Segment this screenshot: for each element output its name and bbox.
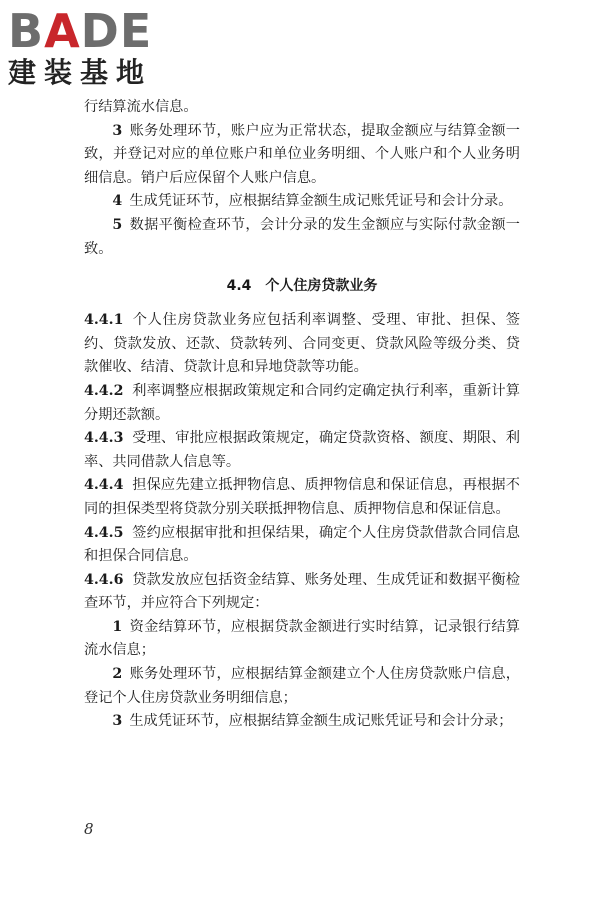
clause-number: 4.4.4 bbox=[84, 477, 124, 494]
clause-number: 4.4.2 bbox=[84, 382, 124, 399]
section-title: 个人住房贷款业务 bbox=[265, 278, 378, 295]
item-number: 5 bbox=[112, 216, 123, 233]
clause-text: 签约应根据审批和担保结果，确定个人住房贷款借款合同信息和担保合同信息。 bbox=[84, 524, 520, 565]
list-item bbox=[84, 710, 520, 734]
list-item bbox=[84, 663, 520, 710]
page-number: 8 bbox=[84, 820, 94, 838]
logo-letter-d: D bbox=[80, 4, 120, 58]
item-number: 3 bbox=[112, 122, 123, 139]
item-text: 资金结算环节，应根据贷款金额进行实时结算，记录银行结算流水信息； bbox=[84, 618, 520, 659]
list-item bbox=[84, 214, 520, 261]
clause bbox=[84, 309, 520, 380]
clause-number: 4.4.3 bbox=[84, 430, 124, 447]
logo-subtitle: 建装基地 bbox=[8, 56, 153, 89]
page-content bbox=[84, 96, 520, 734]
item-text: 账务处理环节，应根据结算金额建立个人住房贷款账户信息，登记个人住房贷款业务明细信息； bbox=[84, 666, 520, 706]
clause-text: 贷款发放应包括资金结算、账务处理、生成凭证和数据平衡检查环节，并应符合下列规定： bbox=[84, 571, 520, 612]
list-item bbox=[84, 190, 520, 214]
logo-letter-a: A bbox=[44, 4, 81, 58]
clause bbox=[84, 569, 520, 616]
item-number: 3 bbox=[112, 713, 123, 730]
continuation-text: 行结算流水信息。 bbox=[84, 99, 198, 115]
list-item bbox=[84, 616, 520, 663]
clause-number: 4.4.1 bbox=[84, 312, 124, 329]
item-number: 2 bbox=[112, 666, 123, 683]
clause bbox=[84, 474, 520, 521]
item-text: 数据平衡检查环节，会计分录的发生金额应与实际付款金额一致。 bbox=[84, 216, 520, 257]
logo bbox=[8, 6, 178, 96]
item-text: 生成凭证环节，应根据结算金额生成记账凭证号和会计分录； bbox=[129, 713, 513, 730]
logo-letter-e: E bbox=[119, 4, 153, 58]
clause-text: 个人住房贷款业务应包括利率调整、受理、审批、担保、签约、贷款发放、还款、贷款转列、合同变更、贷款风险等级分类、贷款催收、结清、贷款计息和异地贷款等功能。 bbox=[84, 312, 520, 376]
clause bbox=[84, 380, 520, 427]
clause-text: 利率调整应根据政策规定和合同约定确定执行利率，重新计算分期还款额。 bbox=[84, 382, 520, 423]
list-item bbox=[84, 120, 520, 191]
clause bbox=[84, 427, 520, 474]
clause-text: 担保应先建立抵押物信息、质押物信息和保证信息，再根据不同的担保类型将贷款分别关联抵押物信息、质押物信息和保证信息。 bbox=[84, 477, 520, 517]
item-number: 1 bbox=[112, 618, 123, 635]
item-number: 4 bbox=[112, 193, 123, 210]
clause-number: 4.4.5 bbox=[84, 524, 124, 541]
clause-number: 4.4.6 bbox=[84, 571, 124, 588]
section-heading bbox=[84, 275, 520, 297]
item-text: 生成凭证环节，应根据结算金额生成记账凭证号和会计分录。 bbox=[129, 193, 513, 210]
logo-wordmark bbox=[8, 6, 178, 56]
clause bbox=[84, 522, 520, 569]
logo-letter-b: B bbox=[8, 4, 45, 58]
item-text: 账务处理环节，账户应为正常状态，提取金额应与结算金额一致，并登记对应的单位账户和单位业务明细、个人账户和个人业务明细信息。销户后应保留个人账户信息。 bbox=[84, 122, 520, 186]
clause-text: 受理、审批应根据政策规定，确定贷款资格、额度、期限、利率、共同借款人信息等。 bbox=[84, 430, 520, 470]
section-number: 4.4 bbox=[226, 278, 252, 295]
